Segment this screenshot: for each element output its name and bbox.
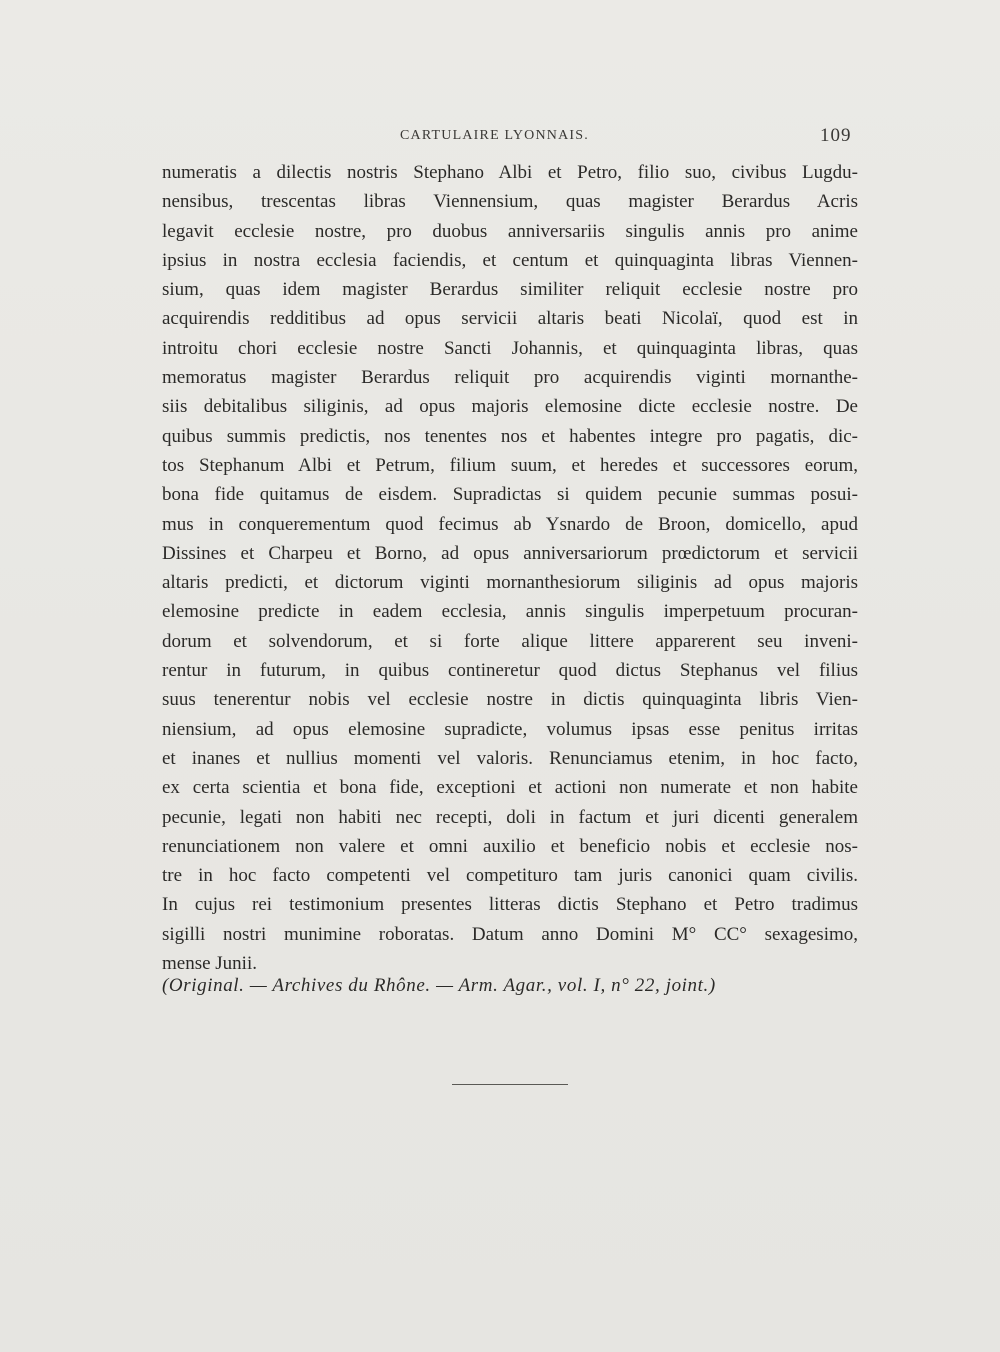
text-line: mense Junii.: [162, 953, 257, 975]
text-line: niensium, ad opus elemosine supradicte, volumus ipsas esse penitus irritas: [162, 718, 858, 740]
text-line: ex certa scientia et bona fide, exceptioni et actioni non numerate et non habite: [162, 777, 858, 799]
text-line: acquirendis redditibus ad opus servicii altaris beati Nicolaï, quod est in: [162, 308, 858, 330]
text-line: suus tenerentur nobis vel ecclesie nostre in dictis quinquaginta libris Vien-: [162, 689, 858, 711]
charter-text: [162, 158, 858, 978]
text-line: et inanes et nullius momenti vel valoris. Renunciamus etenim, in hoc facto,: [162, 747, 858, 769]
text-line: elemosine predicte in eadem ecclesia, annis singulis imperpetuum procuran-: [162, 601, 858, 623]
source-citation: (Original. — Archives du Rhône. — Arm. Agar., vol. I, n° 22, joint.): [162, 975, 716, 996]
text-line: altaris predicti, et dictorum viginti mornanthesiorum siliginis ad opus majoris: [162, 572, 858, 594]
text-line: numeratis a dilectis nostris Stephano Albi et Petro, filio suo, civibus Lugdu-: [162, 162, 858, 183]
text-line: dorum et solvendorum, et si forte alique littere apparerent seu inveni-: [162, 630, 858, 652]
text-line: ipsius in nostra ecclesia faciendis, et centum et quinquaginta libras Viennen-: [162, 249, 858, 271]
text-line: sigilli nostri munimine roboratas. Datum anno Domini M° CC° sexagesimo,: [162, 923, 858, 945]
running-header: [0, 125, 1000, 150]
text-line: introitu chori ecclesie nostre Sancti Johannis, et quinquaginta libras, quas: [162, 337, 858, 359]
text-line: quibus summis predictis, nos tenentes nos et habentes integre pro pagatis, dic-: [162, 425, 858, 447]
running-title: CARTULAIRE LYONNAIS.: [400, 128, 589, 143]
text-line: siis debitalibus siliginis, ad opus majoris elemosine dicte ecclesie nostre. De: [162, 396, 858, 418]
text-line: mus in conquerementum quod fecimus ab Ysnardo de Broon, domicello, apud: [162, 513, 858, 535]
text-line: In cujus rei testimonium presentes litteras dictis Stephano et Petro tradimus: [162, 894, 858, 916]
text-line: rentur in futurum, in quibus contineretur quod dictus Stephanus vel filius: [162, 660, 858, 682]
text-line: memoratus magister Berardus reliquit pro acquirendis viginti mornanthe-: [162, 367, 858, 389]
text-line: legavit ecclesie nostre, pro duobus anniversariis singulis annis pro anime: [162, 220, 858, 242]
text-line: pecunie, legati non habiti nec recepti, doli in factum et juri dicenti generalem: [162, 806, 858, 828]
text-line: nensibus, trescentas libras Viennensium, quas magister Berardus Acris: [162, 191, 858, 213]
page-number: 109: [820, 125, 852, 146]
text-line: Dissines et Charpeu et Borno, ad opus anniversariorum prœdictorum et servicii: [162, 542, 858, 564]
text-line: sium, quas idem magister Berardus similiter reliquit ecclesie nostre pro: [162, 279, 858, 301]
text-line: tre in hoc facto competenti vel competituro tam juris canonici quam civilis.: [162, 865, 858, 887]
text-line: tos Stephanum Albi et Petrum, filium suum, et heredes et successores eorum,: [162, 454, 858, 476]
text-line: bona fide quitamus de eisdem. Supradictas si quidem pecunie summas posui-: [162, 484, 858, 506]
end-rule: [452, 1084, 568, 1085]
text-line: renunciationem non valere et omni auxilio et beneficio nobis et ecclesie nos-: [162, 835, 858, 857]
